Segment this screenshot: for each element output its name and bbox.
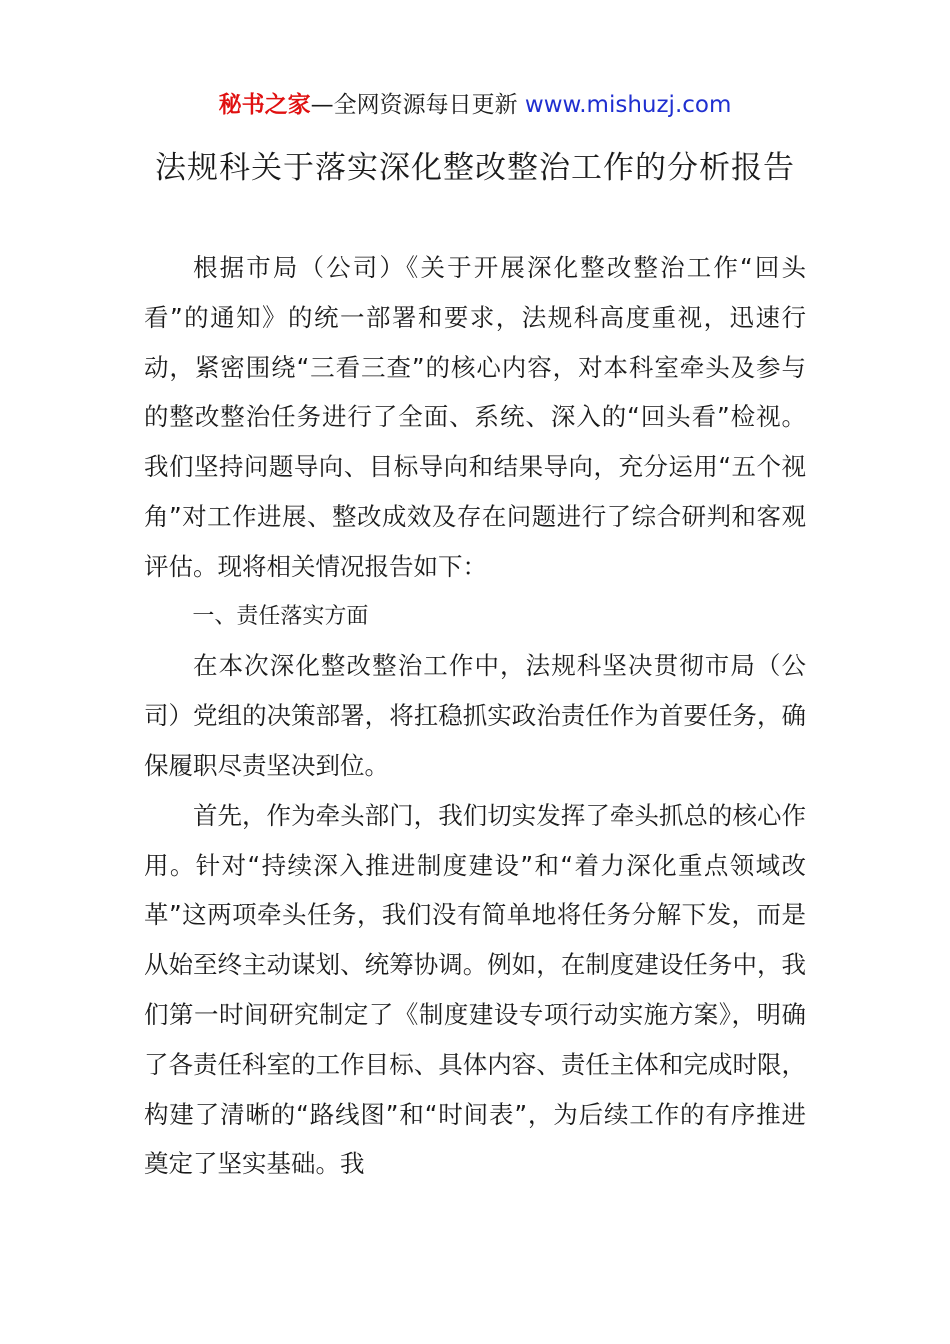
body-paragraph: 在本次深化整改整治工作中，法规科坚决贯彻市局（公司）党组的决策部署，将扛稳抓实政治责任作为首要任务，确保履职尽责坚决到位。 xyxy=(144,651,806,780)
header-tagline: —全网资源每日更新 xyxy=(310,92,525,118)
site-url-link[interactable]: www.mishuzj.com xyxy=(524,92,732,118)
site-header xyxy=(0,90,950,120)
document-body xyxy=(144,243,806,1189)
brand-name: 秘书之家 xyxy=(218,92,311,118)
intro-paragraph: 根据市局（公司）《关于开展深化整改整治工作“回头看”的通知》的统一部署和要求，法规科高度重视，迅速行动，紧密围绕“三看三查”的核心内容，对本科室牵头及参与的整改整治任务进行了全面、系统、深入的“回头看”检视。我们坚持问题导向、目标导向和结果导向，充分运用“五个视角”对工作进展、整改成效及存在问题进行了综合研判和客观评估。现将相关情况报告如下： xyxy=(144,253,806,581)
section-heading: 一、责任落实方面 xyxy=(192,603,369,629)
body-paragraph: 首先，作为牵头部门，我们切实发挥了牵头抓总的核心作用。针对“持续深入推进制度建设”和“着力深化重点领域改革”这两项牵头任务，我们没有简单地将任务分解下发，而是从始至终主动谋划、统筹协调。例如，在制度建设任务中，我们第一时间研究制定了《制度建设专项行动实施方案》，明确了各责任科室的工作目标、具体内容、责任主体和完成时限，构建了清晰的“路线图”和“时间表”，为后续工作的有序推进奠定了坚实基础。我 xyxy=(144,800,806,1179)
document-title: 法规科关于落实深化整改整治工作的分析报告 xyxy=(155,150,795,186)
